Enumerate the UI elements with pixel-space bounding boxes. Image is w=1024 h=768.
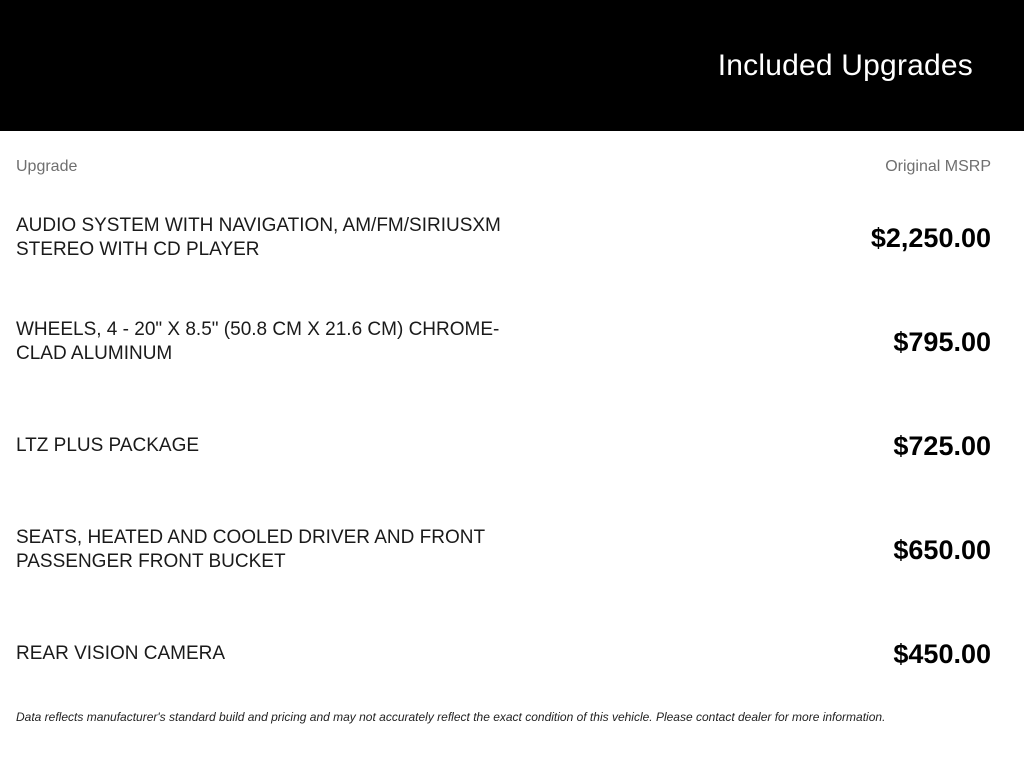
upgrades-table	[0, 131, 1024, 725]
table-header-row	[16, 131, 991, 186]
table-row	[16, 186, 991, 290]
upgrade-name: REAR VISION CAMERA	[16, 643, 226, 664]
upgrade-name: LTZ PLUS PACKAGE	[16, 435, 200, 456]
column-header-msrp: Original MSRP	[885, 158, 991, 175]
upgrade-name: AUDIO SYSTEM WITH NAVIGATION, AM/FM/SIRIUSXM STEREO WITH CD PLAYER	[16, 215, 501, 260]
table-row	[16, 290, 991, 394]
upgrade-price: $725.00	[893, 430, 991, 461]
upgrade-price: $795.00	[893, 326, 991, 357]
upgrade-name: SEATS, HEATED AND COOLED DRIVER AND FRONT PASSENGER FRONT BUCKET	[16, 527, 485, 572]
upgrade-price: $450.00	[893, 638, 991, 669]
upgrade-name: WHEELS, 4 - 20" X 8.5" (50.8 CM X 21.6 CM) CHROME-CLAD ALUMINUM	[16, 319, 500, 364]
table-row	[16, 498, 991, 602]
upgrade-price: $2,250.00	[870, 222, 991, 253]
upgrade-price: $650.00	[893, 534, 991, 565]
table-row	[16, 602, 991, 706]
disclaimer-text: Data reflects manufacturer's standard build and pricing and may not accurately reflect the exact condition of this vehicle. Please contact dealer for more information.	[16, 710, 886, 724]
page-header	[0, 0, 1024, 131]
table-row	[16, 394, 991, 498]
column-header-upgrade: Upgrade	[16, 158, 78, 175]
section-title: Included Upgrades	[717, 48, 973, 82]
